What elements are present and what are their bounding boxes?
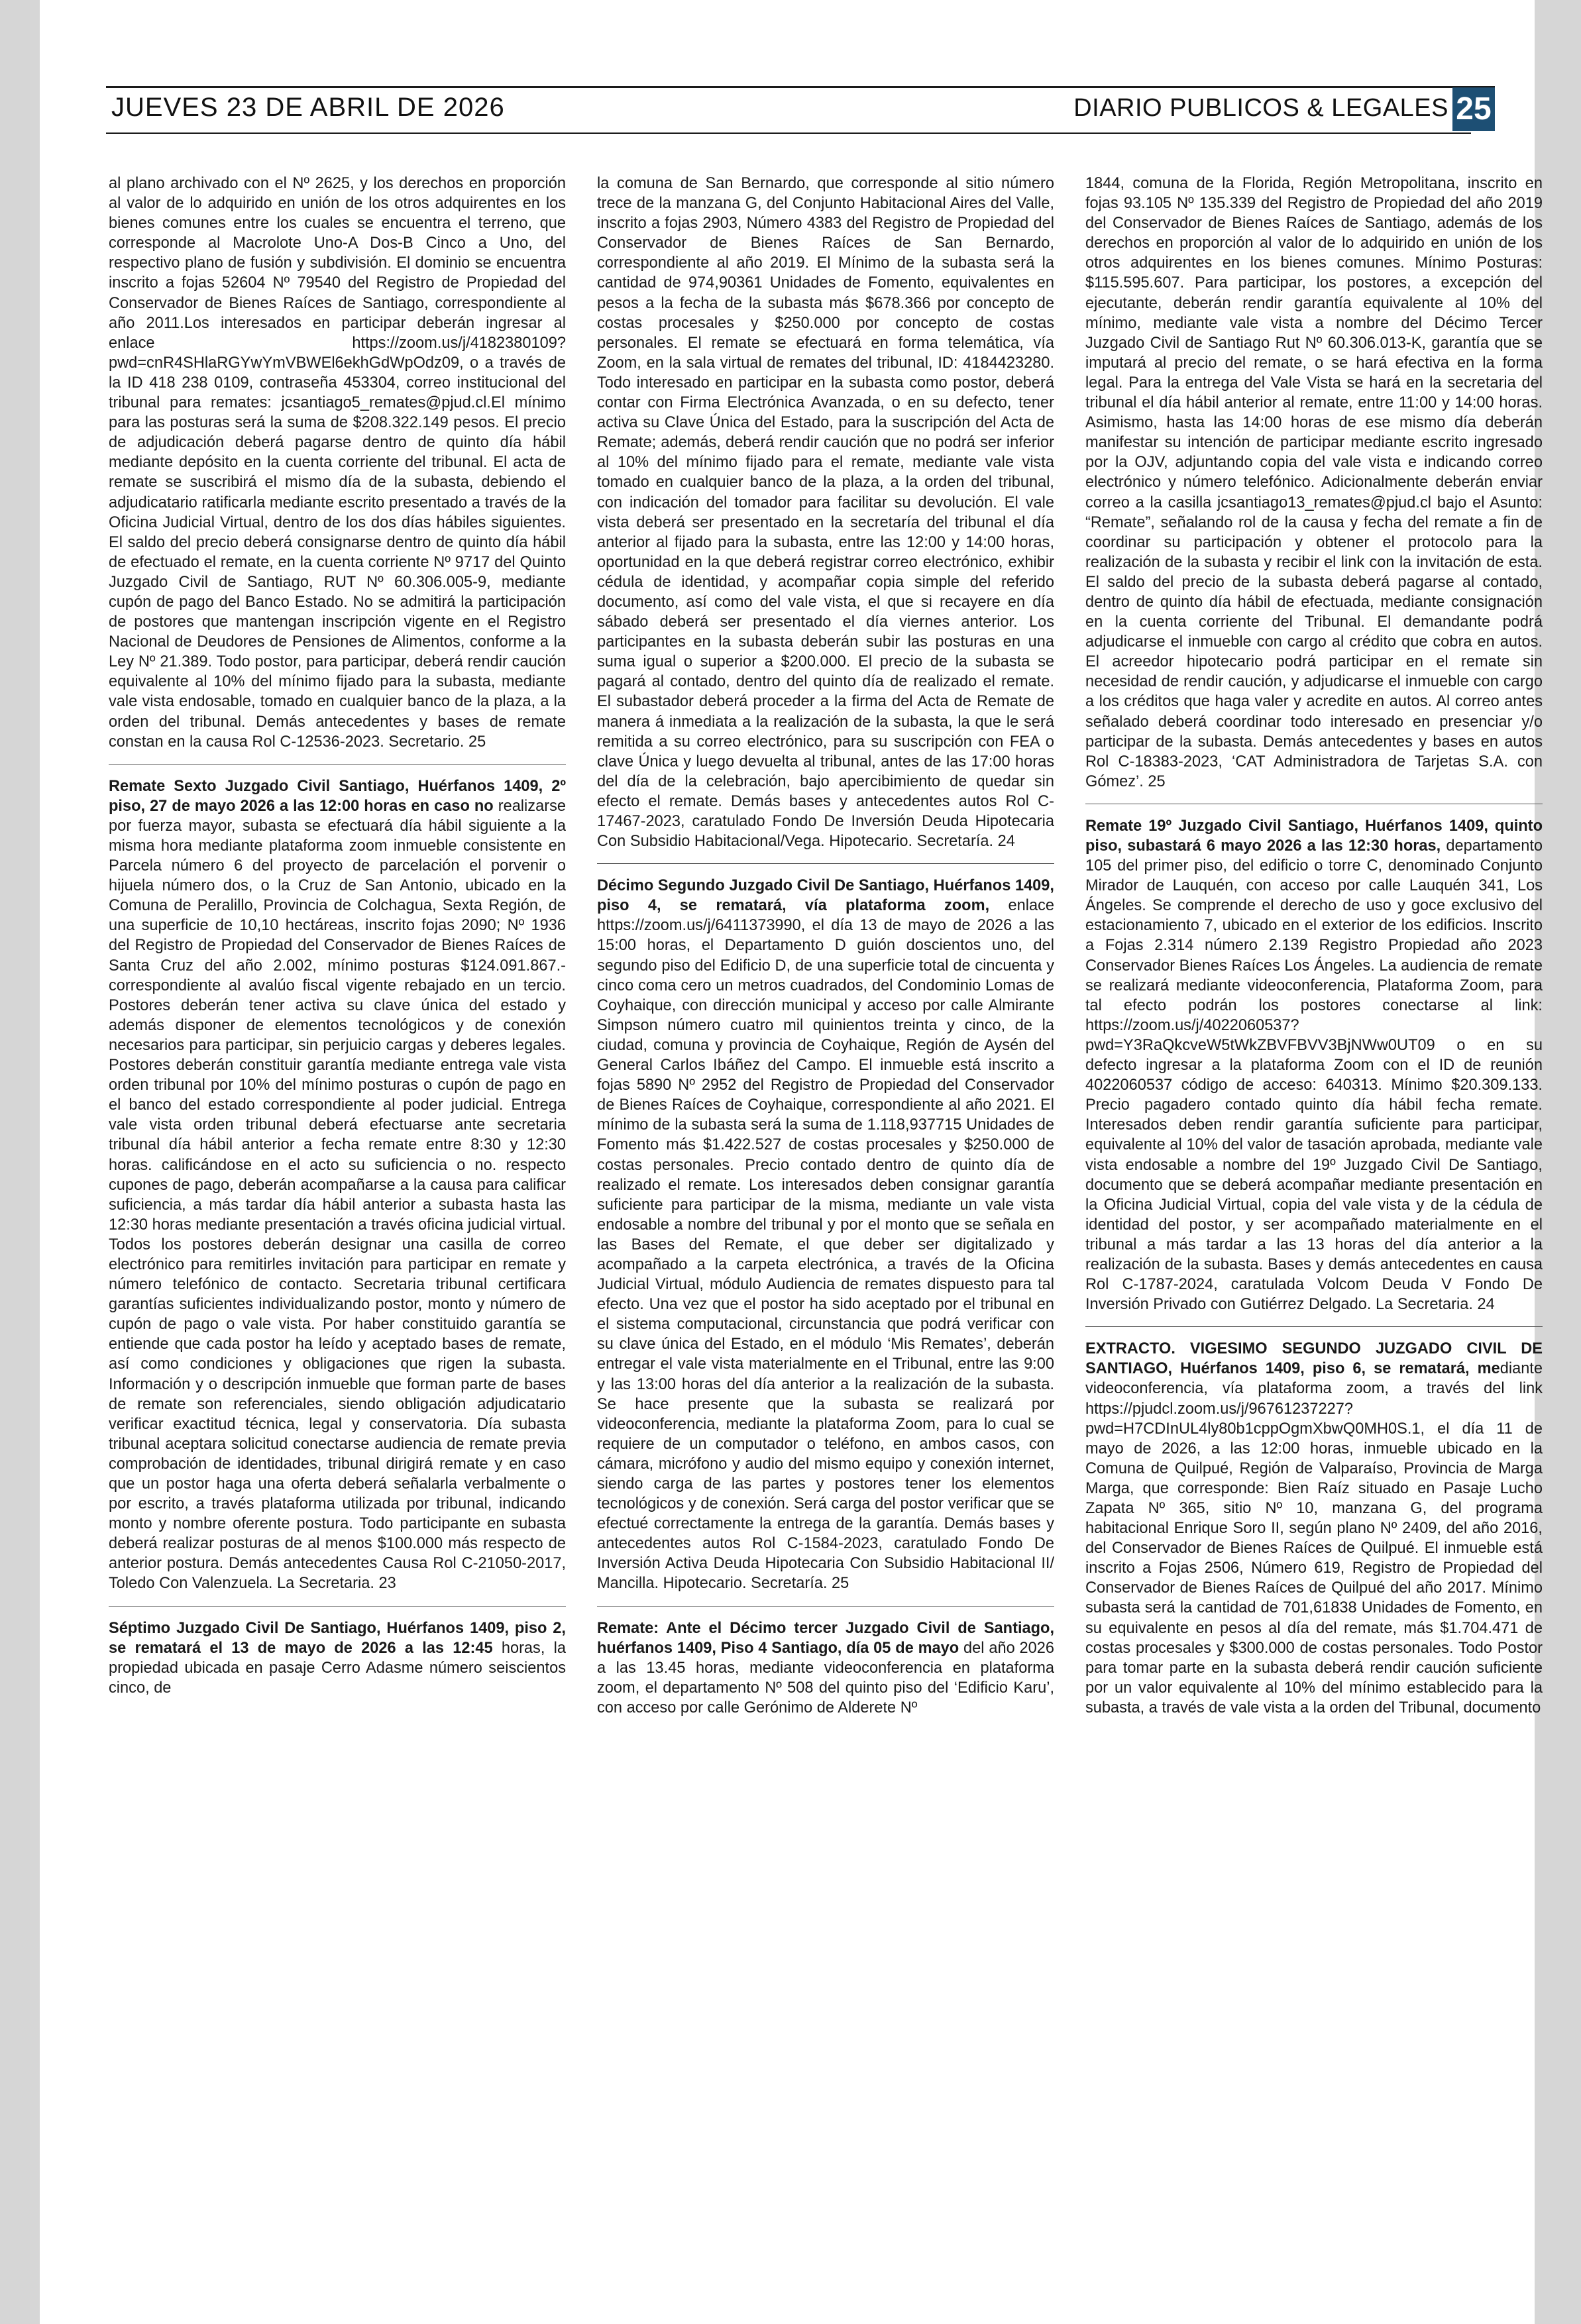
notice-body: la comuna de San Bernardo, que corresponde al sitio número trece de la manzana G, del Conjunto Habitacional Aires del Valle, inscrito a fojas 2903, Número 4383 del Registro de Propiedad del Conservador de Bienes Raíces de San Bernardo, correspondiente al año 2019. El Mínimo de la subasta será la cantidad de 974,90361 Unidades de Fomento, equivalentes en pesos a la fecha de la subasta más $678.366 por concepto de costas procesales y $250.000 por concepto de costas personales. El remate se efectuará en forma telemática, vía Zoom, en la sala virtual de remates del tribunal, ID: 4184423280. Todo interesado en participar en la subasta como postor, deberá contar con Firma Electrónica Avanzada, o en su defecto, tener activa su Clave Única del Estado, para la suscripción del Acta de Remate; además, deberá rendir caución que no podrá ser inferior al 10% del mínimo fijado para el remate, mediante vale vista tomado en cualquier banco de la plaza, a la orden del tribunal, con indicación del tomador para facilitar su devolución. El vale vista deberá ser presentado en la secretaría del tribunal el día anterior al fijado para la subasta, entre las 12:00 y 14:00 horas, oportunidad en la que deberá registrar correo electrónico, exhibir cédula de identidad, y acompañar copia simple del referido documento, así como del vale vista, el que si recayere en día sábado deberá ser presentado el día viernes anterior. Los participantes en la subasta deberán subir las posturas en una suma igual o superior a $200.000. El precio de la subasta se pagará al contado, dentro del quinto día de realizado el remate. El subastador deberá proceder a la firma del Acta de Remate de manera á inmediata a la realización de la subasta, la que le será remitida a su correo electrónico, para su suscripción con FEA o clave Única y luego devuelta al tribunal, antes de las 17:00 horas del día de la celebración, bajo apercibimiento de quedar sin efecto el remate. Demás bases y antecedentes autos Rol C-17467-2023, caratulado Fondo De Inversión Deuda Hipotecaria Con Subsidio Habitacional/Vega. Hipotecario. Secretaría. 24 bbox=[597, 175, 1054, 851]
notice-paragraph bbox=[109, 776, 566, 1594]
notice-paragraph bbox=[597, 876, 1054, 1593]
notice-paragraph bbox=[1085, 174, 1543, 792]
notice-paragraph bbox=[1085, 1339, 1543, 1718]
notice-lead: Remate: Ante el Décimo tercer Juzgado Civil de Santiago, huérfanos 1409, Piso 4 Santiago, día 05 de mayo bbox=[597, 1619, 1054, 1657]
notice-paragraph bbox=[597, 174, 1054, 851]
notice-separator bbox=[109, 1606, 566, 1607]
notice-separator bbox=[1085, 1326, 1543, 1327]
header-bottom-rule bbox=[106, 132, 1471, 134]
notice-paragraph bbox=[597, 1618, 1054, 1718]
notice-body: del año 2026 a las 13.45 horas, mediante videoconferencia en plataforma zoom, el departamento Nº 508 del quinto piso del ‘Edificio Karu’, con acceso por calle Gerónimo de Alderete Nº bbox=[597, 1639, 1054, 1717]
notice-lead: Remate Sexto Juzgado Civil Santiago, Huérfanos 1409, 2º piso, 27 de mayo 2026 a las 12:00 horas en caso no bbox=[109, 777, 566, 815]
legal-notice bbox=[109, 776, 566, 1594]
legal-notice bbox=[109, 1618, 566, 1698]
text-column-2 bbox=[597, 174, 1054, 2300]
notice-body: horas, la propiedad ubicada en pasaje Cerro Adasme número seiscientos cinco, de bbox=[109, 1639, 566, 1697]
notice-lead: EXTRACTO. VIGESIMO SEGUNDO JUZGADO CIVIL DE SANTIAGO, Huérfanos 1409, piso 6, se rematará, me bbox=[1085, 1340, 1543, 1378]
legal-notice bbox=[1085, 174, 1543, 792]
text-column-3 bbox=[1085, 174, 1543, 2300]
notice-lead: Décimo Segundo Juzgado Civil De Santiago, Huérfanos 1409, piso 4, se rematará, vía plataforma zoom, bbox=[597, 877, 1054, 915]
notice-lead: Séptimo Juzgado Civil De Santiago, Huérfanos 1409, piso 2, se rematará el 13 de mayo de 2026 a las 12:45 bbox=[109, 1619, 566, 1657]
page-number-badge: 25 bbox=[1452, 87, 1495, 131]
notice-body: 1844, comuna de la Florida, Región Metropolitana, inscrito en fojas 93.105 Nº 135.339 del Registro de Propiedad del año 2019 del Conservador de Bienes Raíces de Santiago, además de los derechos en proporción al valor de lo adquirido en unión de los otros adquirentes en los bienes comunes. Mínimo Posturas: $115.595.607. Para participar, los postores, a excepción del ejecutante, deberán rendir garantía equivalente al 10% del mínimo, mediante vale vista a nombre del Décimo Tercer Juzgado Civil de Santiago Rut Nº 60.306.013-K, garantía que se imputará al precio del remate, o se hará efectiva en la forma legal. Para la entrega del Vale Vista se hará en la secretaria del tribunal el día hábil anterior al remate, entre 11:00 y 14:00 horas. Asimismo, hasta las 14:00 horas de ese mismo día deberán manifestar su intención de participar mediante escrito ingresado por la OJV, adjuntando copia del vale vista e indicando correo electrónico y número telefónico. Adicionalmente deberán enviar correo a la casilla jcsantiago13_remates@pjud.cl bajo el Asunto: “Remate”, señalando rol de la causa y fecha del remate a fin de coordinar su participación y obtener el protocolo para la realización de la subasta y recibir el link con la invitación de esta. El saldo del precio de la subasta deberá pagarse al contado, dentro de quinto día hábil de efectuada, mediante consignación en la cuenta corriente del Tribunal. El demandante podrá adjudicarse el inmueble con cargo al crédito que cobra en autos. El acreedor hipotecario podrá participar en el remate sin necesidad de rendir caución, y adjudicarse el inmueble con cargo a los créditos que haga valer y acredite en autos. Al correo antes señalado deberá coordinar todo interesado en presenciar y/o participar de la subasta. Demás antecedentes y bases en autos Rol C-18383-2023, ‘CAT Administradora de Tarjetas S.A. con Gómez’. 25 bbox=[1085, 175, 1543, 790]
notice-separator bbox=[597, 863, 1054, 864]
notice-body: diante videoconferencia, vía plataforma zoom, a través del link https://pjudcl.zoom.us/j/96761237227?pwd=H7CDInUL4ly80b1cppOgmXbwQ0MH0S.1, el día 11 de mayo de 2026, a las 12:00 horas, inmueble ubicado en la Comuna de Quilpué, Región de Valparaíso, Provincia de Marga Marga, que corresponde: Bien Raíz situado en Pasaje Lucho Zapata Nº 365, sitio Nº 10, manzana G, del programa habitacional Enrique Soro II, según plano Nº 2409, del año 2016, del Conservador de Bienes Raíces de Quilpué. El inmueble está inscrito a Fojas 2506, Número 619, Registro de Propiedad del Conservador de Bienes Raíces de Quilpué del año 2017. Mínimo subasta será la cantidad de 701,61838 Unidades de Fomento, en su equivalente en pesos al día del remate, más $1.704.471 de costas procesales y $300.000 de costas personales. Todo Postor para tomar parte en la subasta deberá rendir caución suficiente por un valor equivalente al 10% del mínimo establecido para la subasta, a través de vale vista a la orden del Tribunal, documento bbox=[1085, 1360, 1543, 1717]
issue-date: JUEVES 23 DE ABRIL DE 2026 bbox=[111, 93, 505, 122]
notice-separator bbox=[597, 1606, 1054, 1607]
legal-notice bbox=[597, 174, 1054, 851]
legal-notice bbox=[109, 174, 566, 752]
left-margin-band bbox=[0, 0, 40, 2324]
notice-separator bbox=[109, 764, 566, 765]
notice-paragraph bbox=[1085, 816, 1543, 1314]
legal-notice bbox=[1085, 1339, 1543, 1718]
legal-notice bbox=[1085, 816, 1543, 1314]
notice-body: departamento 105 del primer piso, del edificio o torre C, denominado Conjunto Mirador de Lauquén, con acceso por calle Lauquén 341, Los Ángeles. Se comprende el derecho de uso y goce exclusivo del estacionamiento 7, ubicado en el exterior de los edificios. Inscrito a Fojas 2.314 número 2.139 Registro Propiedad año 2023 Conservador Bienes Raíces Los Ángeles. La audiencia de remate se realizará mediante videoconferencia, Plataforma Zoom, para tal efecto podrán los postores conectarse al link: https://zoom.us/j/4022060537?pwd=Y3RaQkcveW5tWkZBVFBVV3BjNWw0UT09 o en su defecto ingresar a la plataforma Zoom con el ID de reunión 4022060537 código de acceso: 640313. Mínimo $20.309.133. Precio pagadero contado quinto día hábil fecha remate. Interesados deben rendir garantía suficiente para participar, equivalente al 10% del valor de tasación aprobada, mediante vale vista endosable a nombre del 19º Juzgado Civil De Santiago, documento que se deberá acompañar mediante presentación en la Oficina Judicial Virtual, copia del vale vista y de la cédula de identidad del postor, y ser acompañado materialmente en el tribunal a más tardar a las 13 horas del día anterior a la realización de la subasta. Bases y demás antecedentes en causa Rol C-1787-2024, caratulada Volcom Deuda V Fondo De Inversión Privado con Gutiérrez Delgado. La Secretaria. 24 bbox=[1085, 837, 1543, 1314]
header-top-rule bbox=[106, 86, 1495, 88]
notice-paragraph bbox=[109, 174, 566, 752]
notice-body: realizarse por fuerza mayor, subasta se efectuará día hábil siguiente a la misma hora mediante plataforma zoom inmueble consistente en Parcela número 6 del proyecto de parcelación el porvenir o hijuela número dos, o la Cruz de San Antonio, ubicado en la Comuna de Peralillo, Provincia de Colchagua, Sexta Región, de una superficie de 10,10 hectáreas, inscrito fojas 2090; Nº 1936 del Registro de Propiedad del Conservador de Bienes Raíces de Santa Cruz del año 2.002, mínimo posturas $124.091.867.- correspondiente al avalúo fiscal vigente rebajado en un tercio. Postores deberán tener activa su clave única del estado y además disponer de elementos tecnológicos y de conexión necesarios para participar, sin perjuicio cargas y deberes legales. Postores deberán constituir garantía mediante entrega vale vista orden tribunal por 10% del mínimo posturas o cupón de pago en el banco del estado correspondiente al poder judicial. Entrega vale vista orden tribunal deberá efectuarse ante secretaria tribunal día hábil anterior a fecha remate entre 8:30 y 12:30 horas. calificándose en el acto su suficiencia o no. respecto cupones de pago, deberán acompañarse a la causa para calificar suficiencia, a más tardar día hábil anterior a subasta hasta las 12:30 horas mediante presentación a través oficina judicial virtual. Todos los postores deberán designar una casilla de correo electrónico para remitirles invitación para participar en remate y número telefónico de contacto. Secretaria tribunal certificara garantías suficientes individualizando postor, monto y número de cupón de pago o vale vista. Por haber constituido garantía se entiende que cada postor ha leído y aceptado bases de remate, así como condiciones y obligaciones que rigen la subasta. Información y o descripción inmueble que forman parte de bases de remate son referenciales, siendo obligación adjudicatario verificar exactitud técnica, legal y conservatoria. Día subasta tribunal aceptara solicitud conectarse audiencia de remate previa comprobación de identidades, tribunal dirigirá remate y en caso que un postor haga una oferta deberá señalarla verbalmente o por escrito, a través plataforma utilizada por tribunal, indicando monto y nombre oferente postura. Todo participante en subasta deberá realizar posturas de al menos $100.000 más respecto de anterior postura. Demás antecedentes Causa Rol C-21050-2017, Toledo Con Valenzuela. La Secretaria. 23 bbox=[109, 797, 566, 1593]
notice-lead: Remate 19º Juzgado Civil Santiago, Huérfanos 1409, quinto piso, subastará 6 mayo 2026 a las 12:30 horas, bbox=[1085, 817, 1543, 855]
page-header bbox=[106, 86, 1495, 134]
publication-name: DIARIO PUBLICOS & LEGALES bbox=[1073, 94, 1448, 122]
notice-body: al plano archivado con el Nº 2625, y los derechos en proporción al valor de lo adquirido en unión de los otros adquirentes en los bienes comunes entre los cuales se encuentra el terreno, que corresponde al Macrolote Uno-A Dos-B Cinco a Uno, del respectivo plano de fusión y subdivisión. El dominio se encuentra inscrito a fojas 52604 Nº 79540 del Registro de Propiedad del Conservador de Bienes Raíces de Santiago, correspondiente al año 2011.Los interesados en participar deberán ingresar al enlace https://zoom.us/j/4182380109?pwd=cnR4SHlaRGYwYmVBWEl6ekhGdWpOdz09, o a través de la ID 418 238 0109, contraseña 453304, correo institucional del tribunal para remates: jcsantiago5_remates@pjud.cl.El mínimo para las posturas será la suma de $208.322.149 pesos. El precio de adjudicación deberá pagarse dentro de quinto día hábil mediante depósito en la cuenta corriente del tribunal. El acta de remate se suscribirá el mismo día de la subasta, debiendo el adjudicatario ratificarla mediante escrito presentado a través de la Oficina Judicial Virtual, dentro de los dos días hábiles siguientes. El saldo del precio deberá consignarse dentro de quinto día hábil de efectuado el remate, en la cuenta corriente Nº 9717 del Quinto Juzgado Civil de Santiago, RUT Nº 60.306.005-9, mediante cupón de pago del Banco Estado. No se admitirá la participación de postores que mantengan inscripción vigente en el Registro Nacional de Deudores de Pensiones de Alimentos, conforme a la Ley Nº 21.389. Todo postor, para participar, deberá rendir caución equivalente al 10% del mínimo fijado para la subasta, mediante vale vista endosable, tomado en cualquier banco de la plaza, a la orden del tribunal. Demás antecedentes y bases de remate constan en la causa Rol C-12536-2023. Secretario. 25 bbox=[109, 175, 566, 751]
legal-notice bbox=[597, 876, 1054, 1593]
legal-notice bbox=[597, 1618, 1054, 1718]
notice-body: enlace https://zoom.us/j/6411373990, el día 13 de mayo de 2026 a las 15:00 horas, el Departamento D guión doscientos uno, del segundo piso del Edificio D, de una superficie total de cincuenta y cinco coma cero un metros cuadrados, del Condominio Lomas de Coyhaique, con dirección municipal y acceso por calle Almirante Simpson número cuatro mil quinientos treinta y cinco, de la ciudad, comuna y provincia de Coyhaique, Región de Aysén del General Carlos Ibáñez del Campo. El inmueble está inscrito a fojas 5890 Nº 2952 del Registro de Propiedad del Conservador de Bienes Raíces de Coyhaique, correspondiente al año 2021. El mínimo de la subasta será la suma de 1.118,937715 Unidades de Fomento más $1.422.527 de costas procesales y $250.000 de costas personales. Precio contado dentro de quinto día de realizado el remate. Los interesados deben consignar garantía suficiente para participar de la misma, mediante un vale vista endosable a nombre del tribunal y por el monto que se señala en las Bases del Remate, el que deber ser digitalizado y acompañado a la carpeta electrónica, a través de la Oficina Judicial Virtual, módulo Audiencia de remates dispuesto para tal efecto. Una vez que el postor ha sido aceptado por el tribunal en el sistema computacional, circunstancia que podrá verificar con su clave única del Estado, en el módulo ‘Mis Remates’, deberán entregar el vale vista materialmente en el Tribunal, entre las 9:00 y las 13:00 horas del día anterior a la realización de la subasta. Se hace presente que la subasta se realizará por videoconferencia, mediante la plataforma Zoom, para lo cual se requiere de un computador o teléfono, en ambos casos, con cámara, micrófono y audio del mismo equipo y conexión internet, siendo carga de las partes y postores tener los elementos tecnológicos y de conexión. Será carga del postor verificar que se efectué correctamente la entrega de la garantía. Demás bases y antecedentes autos Rol C-1584-2023, caratulado Fondo De Inversión Activa Deuda Hipotecaria Con Subsidio Habitacional II/ Mancilla. Hipotecario. Secretaría. 25 bbox=[597, 897, 1054, 1593]
notice-paragraph bbox=[109, 1618, 566, 1698]
text-column-1 bbox=[109, 174, 566, 2300]
